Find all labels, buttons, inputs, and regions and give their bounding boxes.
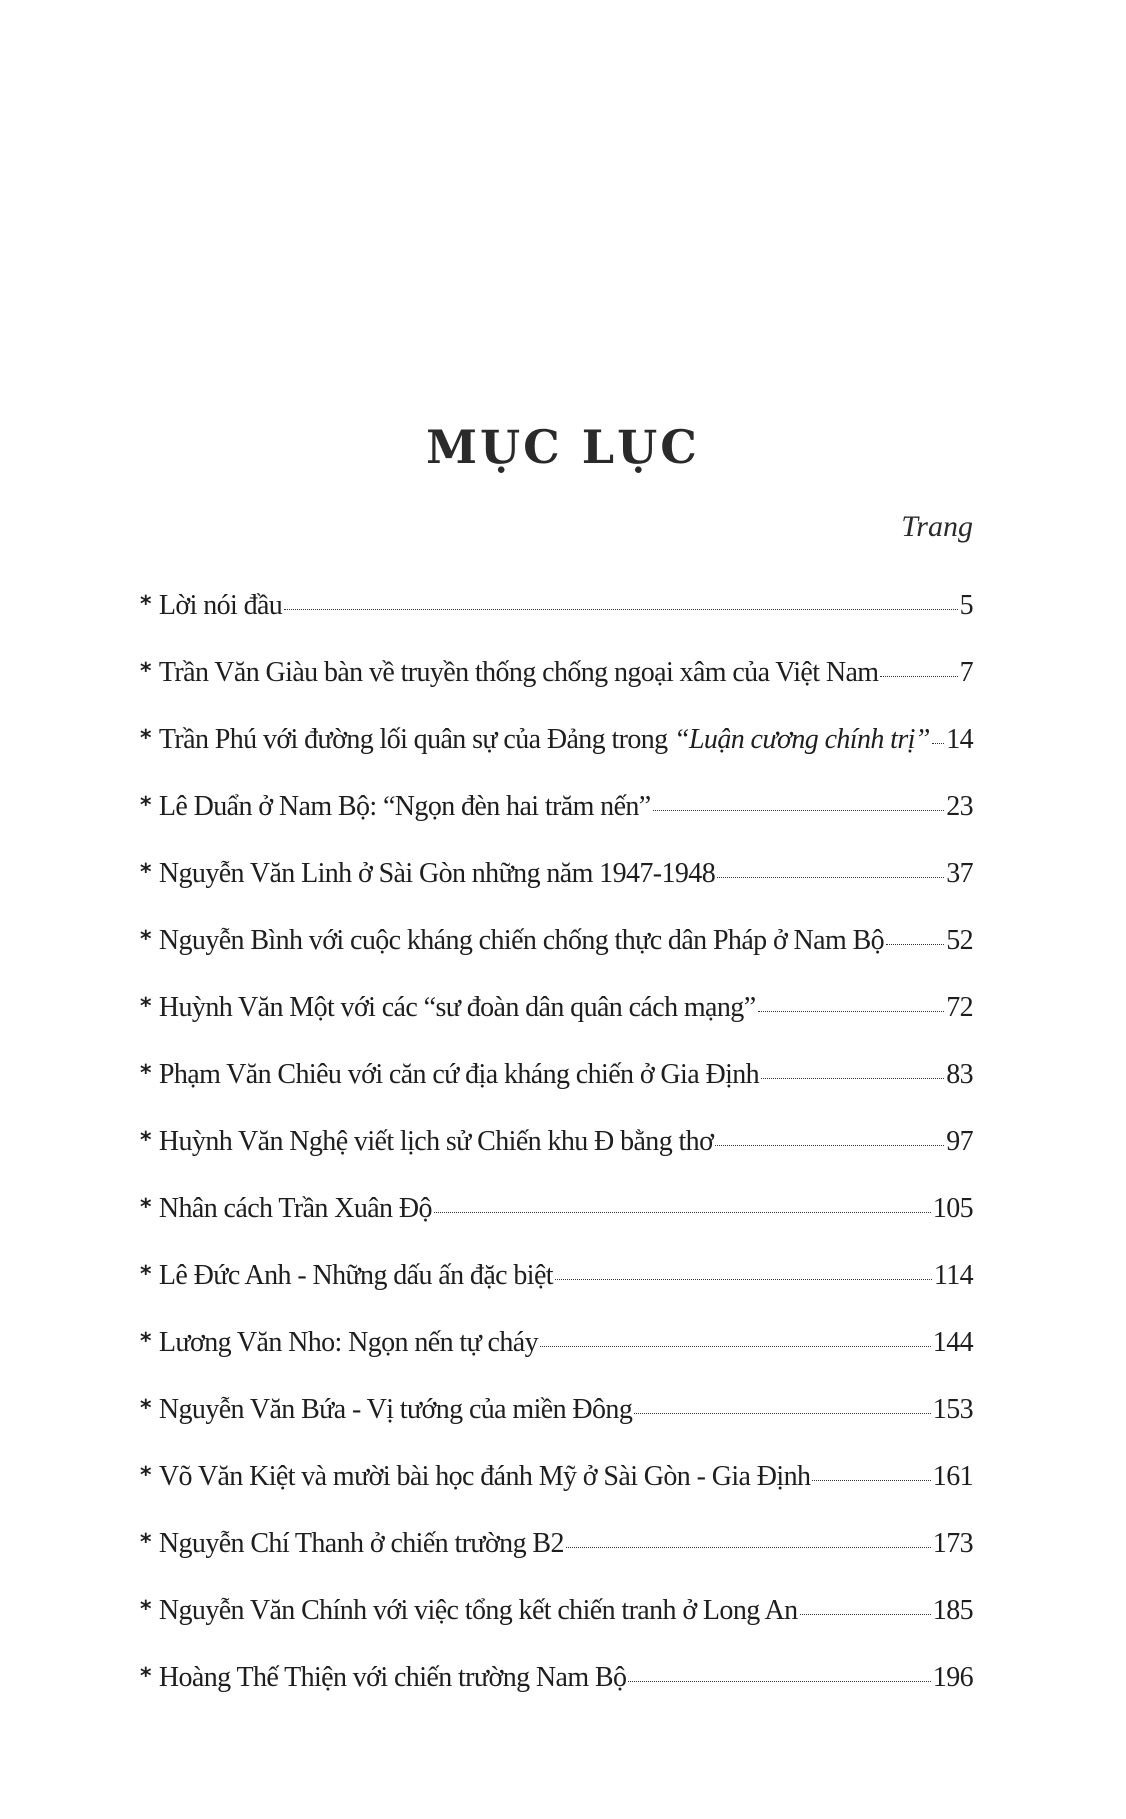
dot-leader bbox=[540, 1346, 931, 1347]
toc-entry bbox=[140, 1126, 973, 1193]
dot-leader bbox=[880, 676, 957, 677]
bullet-mark: * bbox=[140, 592, 151, 617]
bullet-mark: * bbox=[140, 1597, 151, 1622]
toc-entry bbox=[140, 925, 973, 992]
toc-entry bbox=[140, 1394, 973, 1461]
toc-entry-title: Nguyễn Bình với cuộc kháng chiến chống thực dân Pháp ở Nam Bộ bbox=[158, 925, 885, 956]
toc-entry-title-italic: “Luận cương chính trị” bbox=[673, 724, 930, 755]
toc-entry-title-text: Trần Phú với đường lối quân sự của Đảng trong bbox=[158, 724, 674, 755]
bullet-mark: * bbox=[140, 659, 151, 684]
toc-entry-page: 161 bbox=[932, 1461, 973, 1492]
toc-entry bbox=[140, 791, 973, 858]
bullet-mark: * bbox=[140, 927, 151, 952]
bullet-mark: * bbox=[140, 1061, 151, 1086]
page-column-label: Trang bbox=[901, 510, 973, 543]
toc-entry bbox=[140, 1461, 973, 1528]
dot-leader bbox=[758, 1011, 945, 1012]
bullet-mark: * bbox=[140, 860, 151, 885]
toc-entry-title: Huỳnh Văn Một với các “sư đoàn dân quân cách mạng” bbox=[158, 992, 756, 1023]
toc-entry bbox=[140, 1327, 973, 1394]
toc-entry bbox=[140, 657, 973, 724]
bullet-mark: * bbox=[140, 1530, 151, 1555]
toc-entry-page: 37 bbox=[946, 858, 973, 889]
dot-leader bbox=[800, 1614, 931, 1615]
dot-leader bbox=[812, 1480, 930, 1481]
page-title: MỤC LỤC bbox=[426, 420, 700, 474]
bullet-mark: * bbox=[140, 1262, 151, 1287]
bullet-mark: * bbox=[140, 994, 151, 1019]
toc-entry-title: Trần Văn Giàu bàn về truyền thống chống ngoại xâm của Việt Nam bbox=[158, 657, 879, 688]
toc-entry-title: Huỳnh Văn Nghệ viết lịch sử Chiến khu Đ bằng thơ bbox=[158, 1126, 714, 1157]
bullet-mark: * bbox=[140, 793, 151, 818]
dot-leader bbox=[932, 743, 944, 744]
dot-leader bbox=[715, 1145, 944, 1146]
toc-entry-title: Nguyễn Văn Bứa - Vị tướng của miền Đông bbox=[158, 1394, 633, 1425]
toc-entry-title: Nguyễn Văn Linh ở Sài Gòn những năm 1947-1948 bbox=[158, 858, 716, 889]
bullet-mark: * bbox=[140, 1128, 151, 1153]
bullet-mark: * bbox=[140, 1195, 151, 1220]
toc-entry-page: 185 bbox=[932, 1595, 973, 1626]
dot-leader bbox=[886, 944, 944, 945]
toc-entry-page: 5 bbox=[959, 590, 973, 621]
toc-entry-title: Lương Văn Nho: Ngọn nến tự cháy bbox=[158, 1327, 538, 1358]
toc-entry bbox=[140, 1662, 973, 1729]
dot-leader bbox=[653, 810, 945, 811]
toc-entry bbox=[140, 1595, 973, 1662]
toc-entry-page: 14 bbox=[946, 724, 973, 755]
toc-entry-page: 52 bbox=[946, 925, 973, 956]
toc-entry bbox=[140, 1528, 973, 1595]
toc-entry-page: 83 bbox=[946, 1059, 973, 1090]
bullet-mark: * bbox=[140, 1463, 151, 1488]
bullet-mark: * bbox=[140, 1329, 151, 1354]
toc-entry-page: 114 bbox=[933, 1260, 973, 1291]
toc-entry-page: 105 bbox=[932, 1193, 973, 1224]
toc-entry-title: Nguyễn Chí Thanh ở chiến trường B2 bbox=[158, 1528, 564, 1559]
dot-leader bbox=[555, 1279, 932, 1280]
bullet-mark: * bbox=[140, 1664, 151, 1689]
toc-entry-page: 153 bbox=[932, 1394, 973, 1425]
toc-entry-page: 97 bbox=[946, 1126, 973, 1157]
toc-entry-title bbox=[159, 724, 930, 756]
dot-leader bbox=[634, 1413, 931, 1414]
toc-entry-title: Lê Duẩn ở Nam Bộ: “Ngọn đèn hai trăm nến” bbox=[158, 791, 651, 822]
dot-leader bbox=[761, 1078, 944, 1079]
toc-entry-title: Phạm Văn Chiêu với căn cứ địa kháng chiến ở Gia Định bbox=[158, 1059, 760, 1090]
table-of-contents bbox=[140, 590, 973, 1729]
toc-entry-page: 173 bbox=[932, 1528, 973, 1559]
toc-entry-title: Lê Đức Anh - Những dấu ấn đặc biệt bbox=[158, 1260, 553, 1291]
bullet-mark: * bbox=[140, 726, 151, 751]
toc-entry-title: Lời nói đầu bbox=[158, 590, 283, 621]
toc-entry bbox=[140, 1260, 973, 1327]
dot-leader bbox=[434, 1212, 931, 1213]
toc-entry-title: Võ Văn Kiệt và mười bài học đánh Mỹ ở Sài Gòn - Gia Định bbox=[158, 1461, 811, 1492]
toc-entry bbox=[140, 724, 973, 791]
toc-entry bbox=[140, 590, 973, 657]
toc-entry-title: Nguyễn Văn Chính với việc tổng kết chiến tranh ở Long An bbox=[158, 1595, 798, 1626]
dot-leader bbox=[628, 1681, 930, 1682]
dot-leader bbox=[284, 609, 957, 610]
toc-entry-title: Hoàng Thế Thiện với chiến trường Nam Bộ bbox=[158, 1662, 627, 1693]
toc-entry bbox=[140, 1059, 973, 1126]
toc-entry-page: 7 bbox=[959, 657, 973, 688]
dot-leader bbox=[566, 1547, 931, 1548]
toc-entry-page: 72 bbox=[946, 992, 973, 1023]
toc-entry-page: 196 bbox=[932, 1662, 973, 1693]
bullet-mark: * bbox=[140, 1396, 151, 1421]
toc-entry-title: Nhân cách Trần Xuân Độ bbox=[158, 1193, 432, 1224]
toc-entry-page: 23 bbox=[946, 791, 973, 822]
toc-entry bbox=[140, 858, 973, 925]
dot-leader bbox=[717, 877, 944, 878]
toc-entry-page: 144 bbox=[932, 1327, 973, 1358]
toc-entry bbox=[140, 1193, 973, 1260]
toc-entry bbox=[140, 992, 973, 1059]
